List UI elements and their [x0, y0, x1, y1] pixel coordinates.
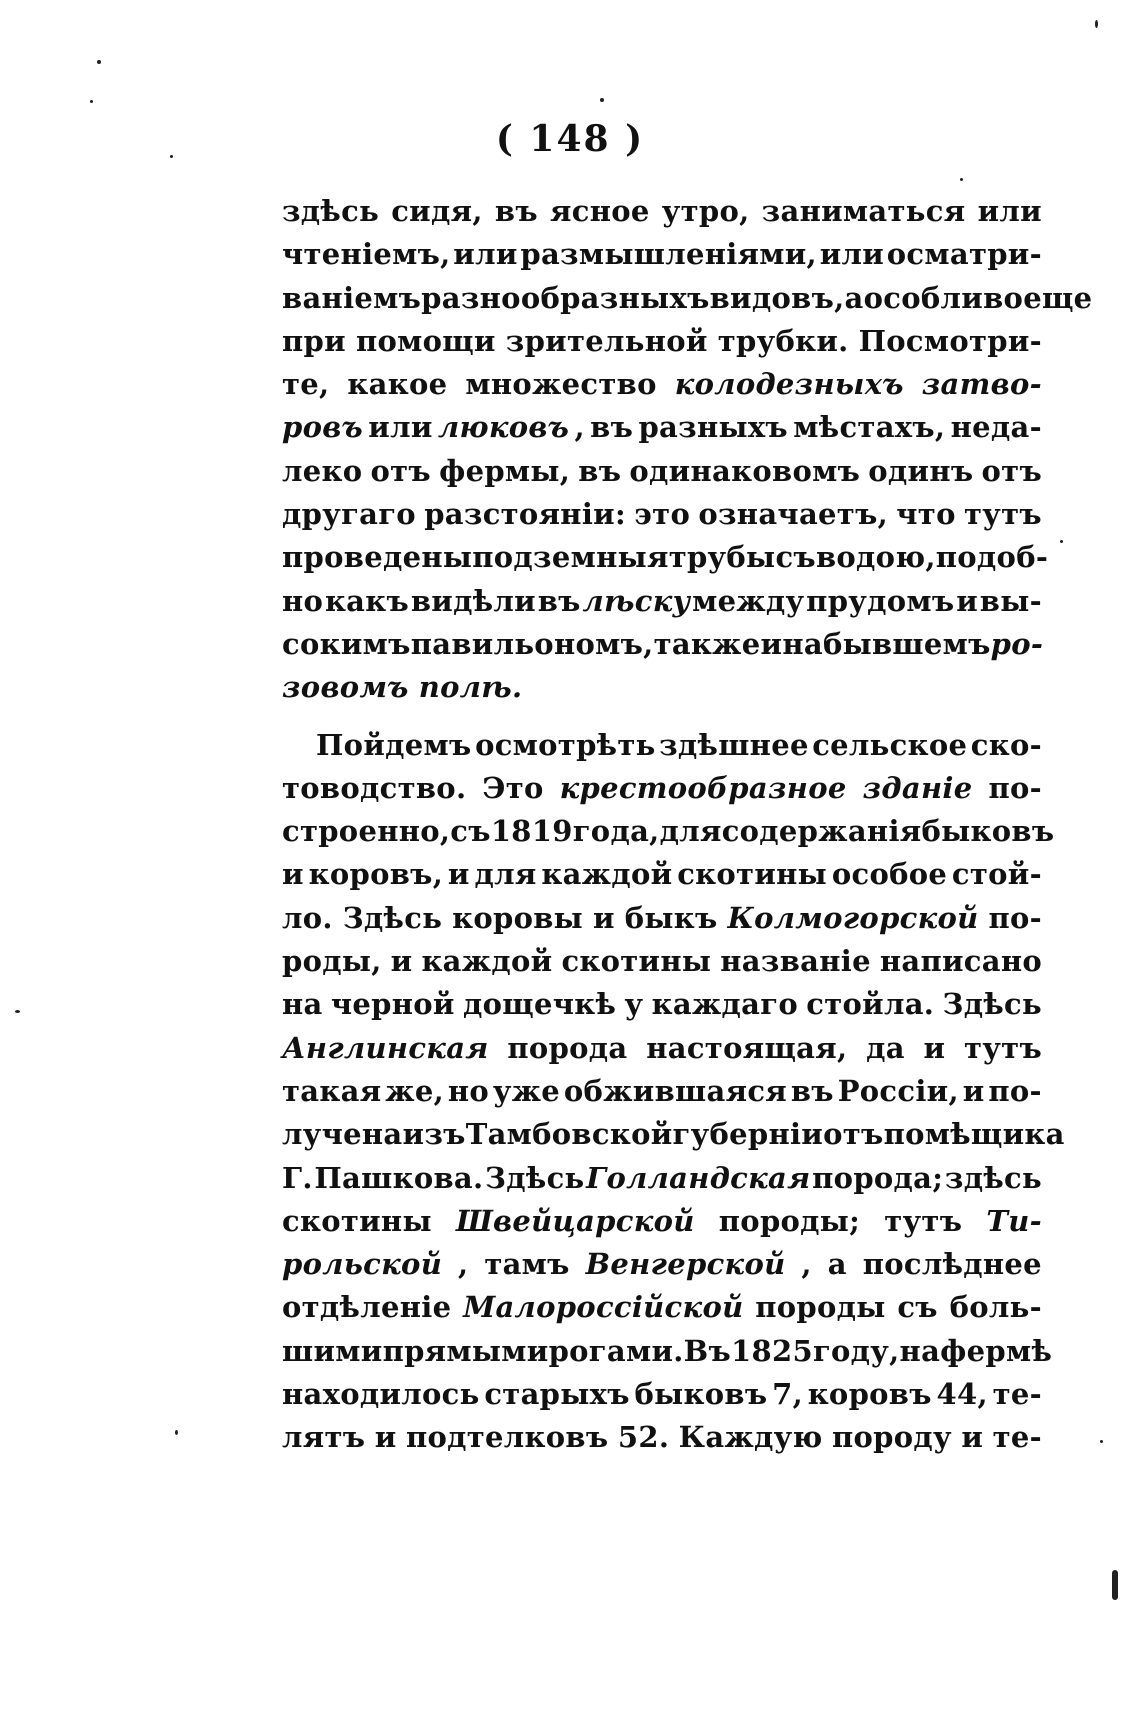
word: или — [977, 194, 1042, 228]
word: на — [782, 626, 823, 661]
word: Въ — [683, 1333, 732, 1368]
italic-word: лѣску — [582, 583, 691, 618]
word: написано — [879, 944, 1042, 979]
text-line — [282, 190, 1042, 233]
word: видовъ, — [709, 280, 845, 315]
word: коровы — [452, 900, 584, 935]
word: Здѣсь — [942, 987, 1042, 1022]
word: коровъ, — [308, 857, 444, 892]
word: тамъ — [484, 1247, 570, 1282]
italic-word: ро- — [990, 626, 1044, 661]
word: трубки. — [717, 323, 849, 358]
word: Посмотри- — [858, 323, 1042, 358]
word: водою, — [815, 540, 936, 575]
word: и — [374, 1420, 397, 1455]
text-line — [282, 666, 1042, 709]
word: подтелковъ — [405, 1420, 609, 1455]
word: породу — [832, 1420, 952, 1455]
text-line — [282, 536, 1049, 579]
italic-word: Малороссійской — [463, 1290, 744, 1325]
word: роды, — [282, 944, 382, 979]
word: скотины — [282, 1203, 432, 1238]
word: здѣсь — [944, 1160, 1042, 1195]
word: множество — [465, 367, 657, 402]
word: по- — [988, 1073, 1042, 1108]
text-line — [282, 580, 1042, 623]
text-line — [282, 1243, 1042, 1286]
word: порода — [507, 1030, 628, 1065]
word: подоб- — [935, 540, 1049, 575]
word: трубы — [668, 540, 776, 575]
word: для — [659, 814, 722, 849]
text-line — [282, 1113, 1065, 1156]
text-line — [282, 493, 1042, 536]
word: это — [634, 497, 691, 532]
text-line — [282, 277, 1093, 320]
word: одинъ — [868, 453, 974, 488]
word: лучена — [282, 1117, 403, 1152]
word: те, — [282, 367, 330, 402]
word: отъ — [370, 453, 431, 488]
word: но — [282, 583, 324, 618]
word: 52. — [617, 1420, 670, 1455]
word: при — [282, 323, 346, 358]
word: въ — [537, 583, 581, 618]
scan-speck — [175, 1430, 178, 1435]
word: зрительной — [505, 323, 708, 358]
word: фермы, — [439, 453, 571, 488]
word: , — [574, 410, 585, 445]
word: такая — [282, 1073, 382, 1108]
word: тутъ — [964, 1030, 1042, 1065]
word: павильономъ, — [410, 626, 654, 661]
word: на — [899, 1333, 941, 1368]
scan-speck — [1095, 20, 1098, 28]
word: рогами. — [548, 1333, 684, 1368]
word: Россіи, — [837, 1073, 959, 1108]
italic-word: рольской — [282, 1247, 443, 1282]
word: отъ — [823, 1117, 884, 1152]
italic-word: люковъ — [437, 410, 570, 445]
word: лятъ — [282, 1420, 366, 1455]
word: Тамбовской — [465, 1117, 673, 1152]
italic-word: крестообразное — [559, 770, 847, 805]
word: находилось — [282, 1377, 480, 1412]
word: уже — [492, 1073, 561, 1108]
text-line — [282, 363, 1042, 406]
text-line — [282, 623, 1042, 666]
word: 7, — [772, 1377, 803, 1412]
word: сельское — [812, 727, 968, 762]
word: у — [624, 987, 644, 1022]
word: сокимъ — [282, 626, 411, 661]
text-line — [282, 1416, 1042, 1459]
text-line — [282, 1373, 1042, 1416]
word: и — [592, 900, 615, 935]
word: названіе — [720, 944, 871, 979]
scan-speck — [1112, 1570, 1118, 1600]
word: вы- — [979, 583, 1042, 618]
word: Здѣсь — [485, 1160, 585, 1195]
text-line — [282, 1070, 1042, 1113]
word: какое — [347, 367, 448, 402]
word: чтеніемъ, — [282, 237, 451, 272]
word: разныхъ — [638, 410, 788, 445]
word: одинаковомъ — [629, 453, 861, 488]
word: съ — [450, 814, 491, 849]
word: осмотрѣть — [475, 727, 656, 762]
word: еще — [1023, 280, 1093, 315]
word: 1825 — [731, 1333, 813, 1368]
word: Каждую — [678, 1420, 823, 1455]
scan-speck — [97, 60, 101, 64]
word: съ — [775, 540, 816, 575]
word: настоящая, — [646, 1030, 848, 1065]
word: те- — [992, 1420, 1042, 1455]
word: Пойдемъ — [316, 727, 472, 762]
word: прудомъ — [806, 583, 955, 618]
word: и — [961, 1420, 984, 1455]
word: здѣшнее — [659, 727, 809, 762]
italic-word: Голландская — [586, 1160, 811, 1195]
word: также — [653, 626, 761, 661]
word: мѣстахъ, — [793, 410, 946, 445]
scan-speck — [90, 100, 93, 103]
italic-word: Колмогорской — [727, 900, 979, 935]
italic-word: затво- — [921, 367, 1042, 402]
word: тутъ — [884, 1203, 963, 1238]
word: каждой — [421, 944, 553, 979]
word: и — [282, 857, 304, 892]
word: и — [956, 583, 979, 618]
paragraph-gap — [282, 710, 1042, 724]
word: шими — [282, 1333, 383, 1368]
word: да — [866, 1030, 905, 1065]
word: Пашкова. — [314, 1160, 484, 1195]
word: разнообразныхъ — [421, 280, 710, 315]
word: разстояніи: — [424, 497, 626, 532]
word: старыхъ — [484, 1377, 630, 1412]
text-line — [282, 320, 1042, 363]
word: 1819 — [490, 814, 573, 849]
word: бывшемъ — [822, 626, 991, 661]
word: года, — [572, 814, 660, 849]
text-line — [282, 767, 1042, 810]
word: неда- — [950, 410, 1042, 445]
word: тутъ — [964, 497, 1042, 532]
word: году, — [812, 1333, 900, 1368]
word: ло. — [282, 900, 333, 935]
word: или — [819, 237, 885, 272]
text-line — [282, 406, 1042, 449]
word: особливо — [863, 280, 1024, 315]
word: Это — [482, 770, 544, 805]
word: же, — [385, 1073, 444, 1108]
word: помощи — [355, 323, 496, 358]
word: содержанія — [721, 814, 922, 849]
word: а — [827, 1247, 847, 1282]
page-number: ( 148 ) — [495, 118, 645, 160]
word: 44, — [936, 1377, 988, 1412]
word: въ — [494, 194, 538, 228]
scan-speck — [15, 1010, 20, 1013]
scan-speck — [1100, 1440, 1103, 1443]
italic-word: зданіе — [862, 770, 973, 805]
word: быковъ — [634, 1377, 768, 1412]
word: породы — [755, 1290, 886, 1325]
word: между — [692, 583, 805, 618]
word: означаетъ, — [698, 497, 889, 532]
word: каждаго — [651, 987, 798, 1022]
text-line — [282, 1200, 1042, 1243]
word: губерніи — [672, 1117, 824, 1152]
word: помѣщика — [883, 1117, 1065, 1152]
word: или — [453, 237, 518, 272]
word: боль- — [949, 1290, 1042, 1325]
word: стой- — [951, 857, 1042, 892]
word: въ — [590, 410, 634, 445]
italic-word: Англинская — [282, 1030, 489, 1065]
text-line — [282, 233, 1042, 276]
word: и — [447, 857, 470, 892]
italic-word: Швейцарской — [455, 1203, 695, 1238]
word: обжившаяся — [563, 1073, 787, 1108]
word: проведены — [282, 540, 473, 575]
text-line — [282, 897, 1042, 940]
word: на — [282, 987, 323, 1022]
text-line — [282, 1027, 1042, 1070]
italic-word: колодезныхъ — [674, 367, 904, 402]
word: отдѣленіе — [282, 1290, 452, 1325]
word: строенно, — [282, 814, 451, 849]
word: или — [368, 410, 433, 445]
word: по- — [988, 900, 1042, 935]
word: ясное — [550, 194, 650, 228]
word: и — [390, 944, 413, 979]
word: и — [962, 1073, 985, 1108]
word: породы; — [718, 1203, 861, 1238]
word: здѣсь — [282, 194, 380, 228]
word: быкъ — [624, 900, 718, 935]
word: товодство. — [282, 770, 467, 805]
word: , — [801, 1247, 812, 1282]
text-line — [282, 724, 1042, 767]
word: но — [447, 1073, 490, 1108]
text-line — [282, 450, 1042, 493]
word: те- — [992, 1377, 1042, 1412]
scan-speck — [600, 98, 604, 102]
word: ваніемъ — [282, 280, 422, 315]
body-text — [282, 190, 1093, 1460]
word: отъ — [981, 453, 1042, 488]
word: скотины — [561, 944, 712, 979]
word: видѣли — [410, 583, 536, 618]
word: что — [896, 497, 956, 532]
word: прямыми — [382, 1333, 549, 1368]
word: и — [760, 626, 783, 661]
word: скотины — [677, 857, 828, 892]
word: послѣднее — [862, 1247, 1042, 1282]
word: дощечкѣ — [463, 987, 617, 1022]
word: осматри- — [886, 237, 1042, 272]
word: каждой — [541, 857, 673, 892]
text-line — [282, 810, 1055, 853]
word: , — [458, 1247, 469, 1282]
word: въ — [790, 1073, 834, 1108]
italic-word: Венгерской — [585, 1247, 786, 1282]
word: фермѣ — [940, 1333, 1053, 1368]
word: ско- — [970, 727, 1042, 762]
text-line — [282, 1286, 1042, 1329]
word: леко — [282, 453, 363, 488]
word: а — [844, 280, 864, 315]
word: подземныя — [472, 540, 669, 575]
scan-speck — [960, 178, 963, 181]
word: коровъ — [807, 1377, 932, 1412]
text-line — [282, 983, 1042, 1026]
word: Г. — [282, 1160, 313, 1195]
word: въ — [578, 453, 622, 488]
scan-speck — [170, 155, 173, 158]
word: размышленіями, — [520, 237, 817, 272]
scan-speck — [1060, 540, 1063, 543]
text-line — [282, 1330, 1053, 1373]
word: и — [923, 1030, 946, 1065]
word: стойла. — [806, 987, 935, 1022]
word: черной — [330, 987, 455, 1022]
italic-word: полѣ. — [418, 670, 523, 705]
word: быковъ — [921, 814, 1055, 849]
word: для — [474, 857, 537, 892]
text-line — [282, 1157, 1042, 1200]
word: заниматься — [761, 194, 966, 228]
italic-word: зовомъ — [282, 670, 409, 705]
word: съ — [897, 1290, 938, 1325]
word: порода; — [812, 1160, 944, 1195]
word: по- — [988, 770, 1042, 805]
word: другаго — [282, 497, 416, 532]
text-line — [282, 940, 1042, 983]
word: изъ — [402, 1117, 466, 1152]
word: особое — [831, 857, 948, 892]
text-line — [282, 853, 1042, 896]
word: Здѣсь — [342, 900, 443, 935]
word: сидя, — [391, 194, 483, 228]
word: какъ — [324, 583, 410, 618]
italic-word: ровъ — [282, 410, 363, 445]
word: утро, — [661, 194, 750, 228]
italic-word: Ти- — [986, 1203, 1042, 1238]
